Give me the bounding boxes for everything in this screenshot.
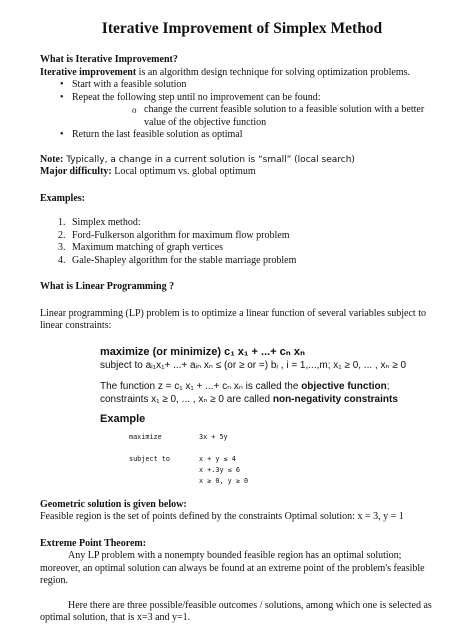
- step-item: • Return the last feasible solution as optimal: [40, 129, 444, 142]
- difficulty-line: [40, 166, 444, 179]
- geometric-heading: Geometric solution is given below:: [40, 498, 187, 510]
- example-cell: [199, 443, 359, 454]
- extreme-heading: Extreme Point Theorem:: [40, 537, 147, 549]
- example-item: [40, 230, 444, 243]
- definition-text: is an algorithm design technique for solving optimization problems.: [136, 66, 411, 78]
- example-number: 3.: [58, 242, 66, 253]
- lp-objective-def: [100, 380, 444, 393]
- extreme-text: Any LP problem with a nonempty bounded feasible region has an optimal solution; moreover, an optimal solution can always be found at an extreme point of the problem's feasible region.: [40, 550, 425, 586]
- note-line: [40, 154, 444, 167]
- steps-list: [40, 79, 444, 142]
- example-cell: x +.3y ≤ 6: [199, 465, 240, 474]
- example-text: Ford-Fulkerson algorithm for maximum flow problem: [72, 229, 290, 241]
- example-cell: x ≥ 0, y ≥ 0: [199, 476, 249, 485]
- lp-constraints: subject to aᵢ₁x₁+ ...+ aᵢₙ xₙ ≤ (or ≥ or =) bᵢ , i = 1,...,m; x₁ ≥ 0, ... , xₙ ≥ 0: [100, 359, 407, 371]
- geometric-text: Feasible region is the set of points defined by the constraints Optimal solution: x = 3, y = 1: [40, 511, 404, 522]
- example-problem: [129, 432, 444, 487]
- example-cell: maximize: [129, 432, 162, 441]
- lp-text: ;: [386, 380, 390, 392]
- lp-text: The function z = c₁ x₁ + ...+ cₙ xₙ is called the: [100, 380, 302, 392]
- example-cell: 3x + 5y: [199, 432, 228, 441]
- step-item: • Start with a feasible solution: [40, 79, 444, 92]
- example-cell: [129, 443, 199, 454]
- step-text: Repeat the following step until no improvement can be found:: [72, 91, 321, 103]
- outcomes-text: Here there are three possible/feasible outcomes / solutions, among which one is selected as optimal solution, that is x=3 and y=1.: [40, 599, 432, 623]
- page-title: Iterative Improvement of Simplex Method: [101, 20, 383, 37]
- example-cell: [129, 476, 199, 487]
- lp-intro: Linear programming (LP) problem is to optimize a linear function of several variables subject to linear constraints:: [40, 307, 426, 331]
- examples-heading: Examples:: [40, 192, 85, 204]
- examples-list: [40, 217, 444, 267]
- step-item: [40, 92, 444, 130]
- example-text: Gale-Shapley algorithm for the stable marriage problem: [72, 254, 297, 266]
- section-heading-iterative: What is Iterative Improvement?: [40, 54, 178, 65]
- lp-formulation: [100, 345, 444, 487]
- iterative-definition: [40, 67, 444, 80]
- example-cell: x + y ≤ 4: [199, 454, 236, 463]
- example-label: Example: [100, 412, 146, 425]
- example-number: 4.: [58, 254, 66, 266]
- difficulty-label: Major difficulty:: [40, 166, 112, 177]
- example-number: 2.: [58, 229, 66, 241]
- difficulty-text: Local optimum vs. global optimum: [111, 166, 256, 177]
- lp-heading: What is Linear Programming ?: [40, 281, 175, 292]
- substep-list: [72, 104, 444, 129]
- term-iterative: Iterative improvement: [40, 66, 137, 78]
- note-text: Typically, a change in a current solution is “small” (local search): [63, 154, 355, 165]
- lp-bold-term: objective function: [301, 380, 387, 392]
- substep-item: o change the current feasible solution to a feasible solution with a better value of the objective function: [72, 104, 444, 129]
- example-number: 1.: [58, 217, 66, 228]
- note-label: Note:: [40, 153, 64, 165]
- example-item: [40, 242, 444, 255]
- example-cell: subject to: [129, 454, 170, 463]
- lp-text: constraints x₁ ≥ 0, ... , xₙ ≥ 0 are called: [100, 393, 273, 405]
- example-text: Simplex method:: [72, 217, 141, 228]
- lp-objective: maximize (or minimize) c₁ x₁ + ...+ cₙ xₙ: [100, 345, 305, 358]
- lp-nonneg-def: [100, 393, 444, 406]
- example-text: Maximum matching of graph vertices: [72, 242, 224, 253]
- example-item: [40, 255, 444, 268]
- example-item: [40, 217, 444, 230]
- example-cell: [129, 465, 199, 476]
- lp-bold-term: non-negativity constraints: [272, 393, 398, 405]
